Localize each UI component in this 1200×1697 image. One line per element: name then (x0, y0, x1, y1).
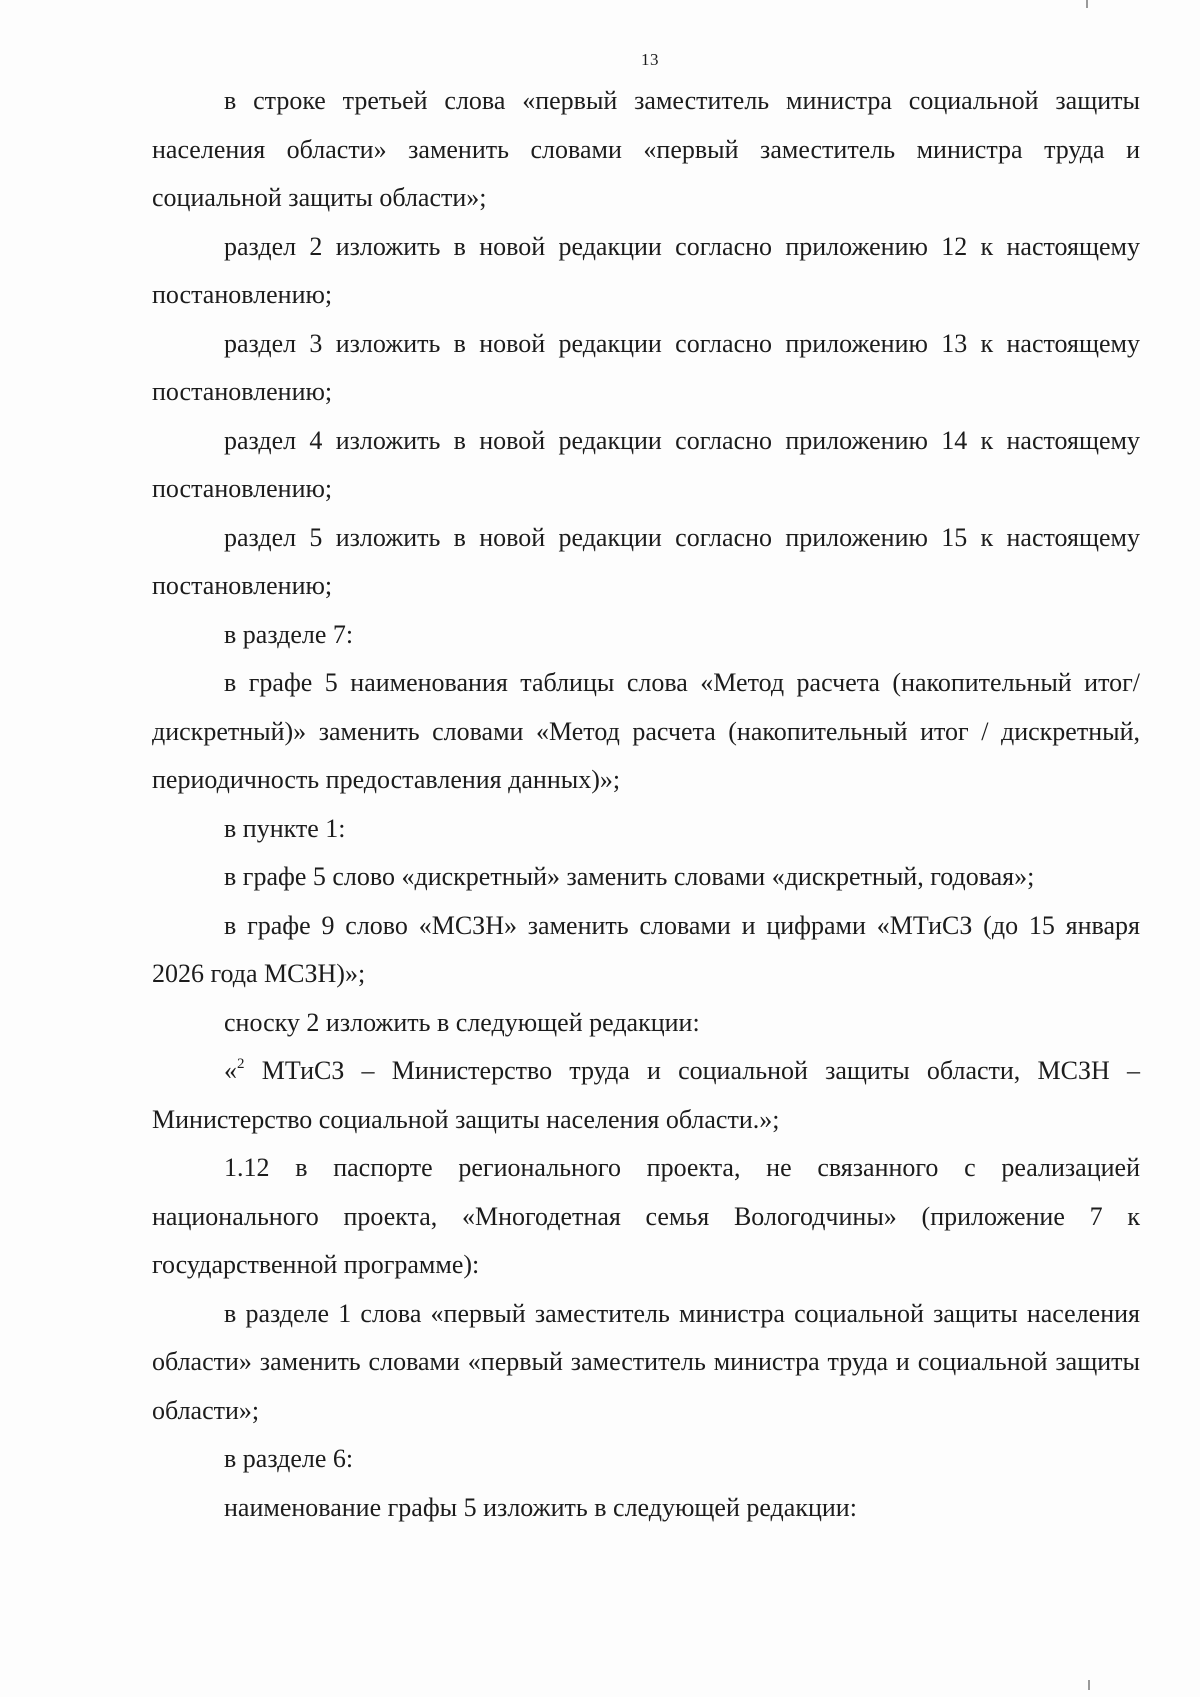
document-body (152, 77, 1140, 1532)
paragraph: в строке третьей слова «первый заместитель министра социальной защиты населения области» заменить словами «первый заместитель министра труда и социальной защиты области»; (152, 86, 1140, 212)
page-number: 13 (641, 50, 659, 69)
scan-artifact-top (1086, 0, 1088, 8)
paragraph: раздел 4 изложить в новой редакции согласно приложению 14 к настоящему постановлению; (152, 425, 1140, 503)
paragraph: в разделе 1 слова «первый заместитель министра социальной защиты населения области» заменить словами «первый заместитель министра труда и социальной защиты области»; (152, 1298, 1140, 1425)
scan-artifact-bottom (1088, 1680, 1090, 1690)
footnote-marker: 2 (237, 1056, 245, 1072)
paragraph: наименование графы 5 изложить в следующей редакции: (224, 1492, 857, 1522)
paragraph: раздел 2 изложить в новой редакции согласно приложению 12 к настоящему постановлению; (152, 231, 1140, 309)
paragraph: раздел 3 изложить в новой редакции согласно приложению 13 к настоящему постановлению; (152, 328, 1140, 406)
paragraph: в разделе 7: (224, 619, 354, 649)
footnote-open-quote: « (224, 1056, 237, 1085)
paragraph: 1.12 в паспорте регионального проекта, не связанного с реализацией национального проекта, «Многодетная семья Вологодчины» (приложение 7 к государственной программе): (152, 1153, 1140, 1279)
paragraph: в графе 5 слово «дискретный» заменить словами «дискретный, годовая»; (224, 862, 1035, 891)
paragraph: сноску 2 изложить в следующей редакции: (224, 1007, 700, 1037)
paragraph: в пункте 1: (224, 813, 346, 843)
paragraph: в разделе 6: (224, 1444, 354, 1473)
footnote-text: МТиСЗ – Министерство труда и социальной защиты области, МСЗН – Министерство социальной защиты населения области.»; (152, 1056, 1140, 1134)
paragraph: раздел 5 изложить в новой редакции согласно приложению 15 к настоящему постановлению; (152, 522, 1140, 600)
paragraph: в графе 9 слово «МСЗН» заменить словами и цифрами «МТиСЗ (до 15 января 2026 года МСЗН)»; (152, 910, 1140, 988)
paragraph: в графе 5 наименования таблицы слова «Метод расчета (накопительный итог/дискретный)» заменить словами «Метод расчета (накопительный итог / дискретный, периодичность предоставления данных)»; (152, 668, 1140, 794)
footnote-paragraph (152, 1047, 1140, 1144)
